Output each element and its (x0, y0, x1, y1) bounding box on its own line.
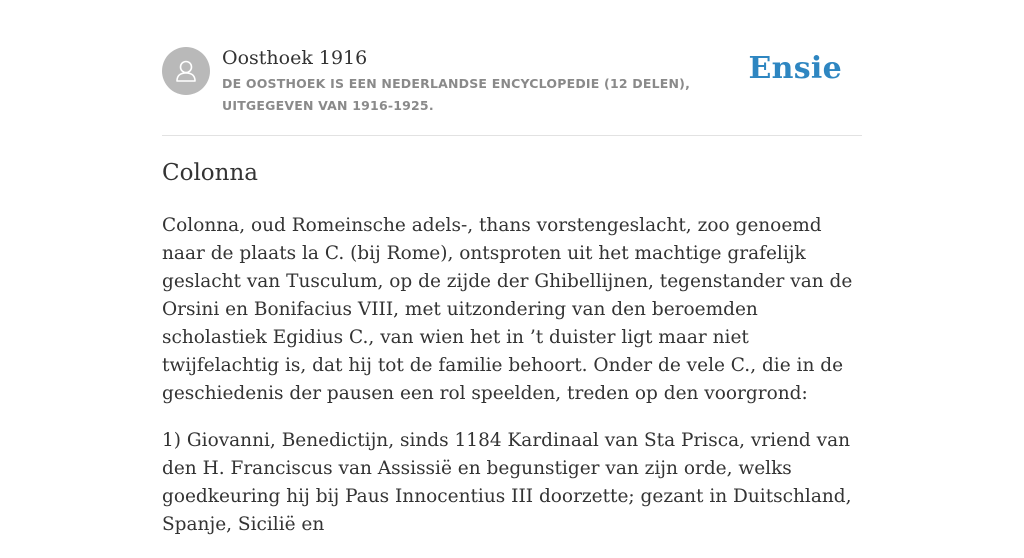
article-paragraph: Colonna, oud Romeinsche adels-, thans vorstengeslacht, zoo genoemd naar de plaats la C. (bij Rome), ontsproten uit het machtige grafelijk geslacht van Tusculum, op de zijde der Ghibellijnen, tegenstander van de Orsini en Bonifacius VIII, met uitzondering van den beroemden scholastiek Egidius C., van wien het in ’t duister ligt maar niet twijfelachtig is, dat hij tot de familie behoort. Onder de vele C., die in de geschiedenis der pausen een rol speelden, treden op den voorgrond: (162, 215, 853, 404)
avatar[interactable] (162, 47, 210, 95)
user-icon (172, 57, 200, 85)
ensie-logo[interactable]: Ensie (748, 51, 842, 86)
article-title: Colonna (162, 160, 258, 186)
source-header (162, 47, 862, 117)
source-description: DE OOSTHOEK IS EEN NEDERLANDSE ENCYCLOPEDIE (12 DELEN), UITGEGEVEN VAN 1916-1925. (222, 76, 691, 113)
source-title[interactable]: Oosthoek 1916 (222, 47, 368, 69)
header-divider (162, 135, 862, 136)
article-body (162, 212, 862, 558)
article-paragraph: 1) Giovanni, Benedictijn, sinds 1184 Kardinaal van Sta Prisca, vriend van den H. Franciscus van Assissië en begunstiger van zijn orde, welks goedkeuring hij bij Paus Innocentius III doorzette; gezant in Duitschland, Spanje, Sicilië en (162, 430, 852, 535)
